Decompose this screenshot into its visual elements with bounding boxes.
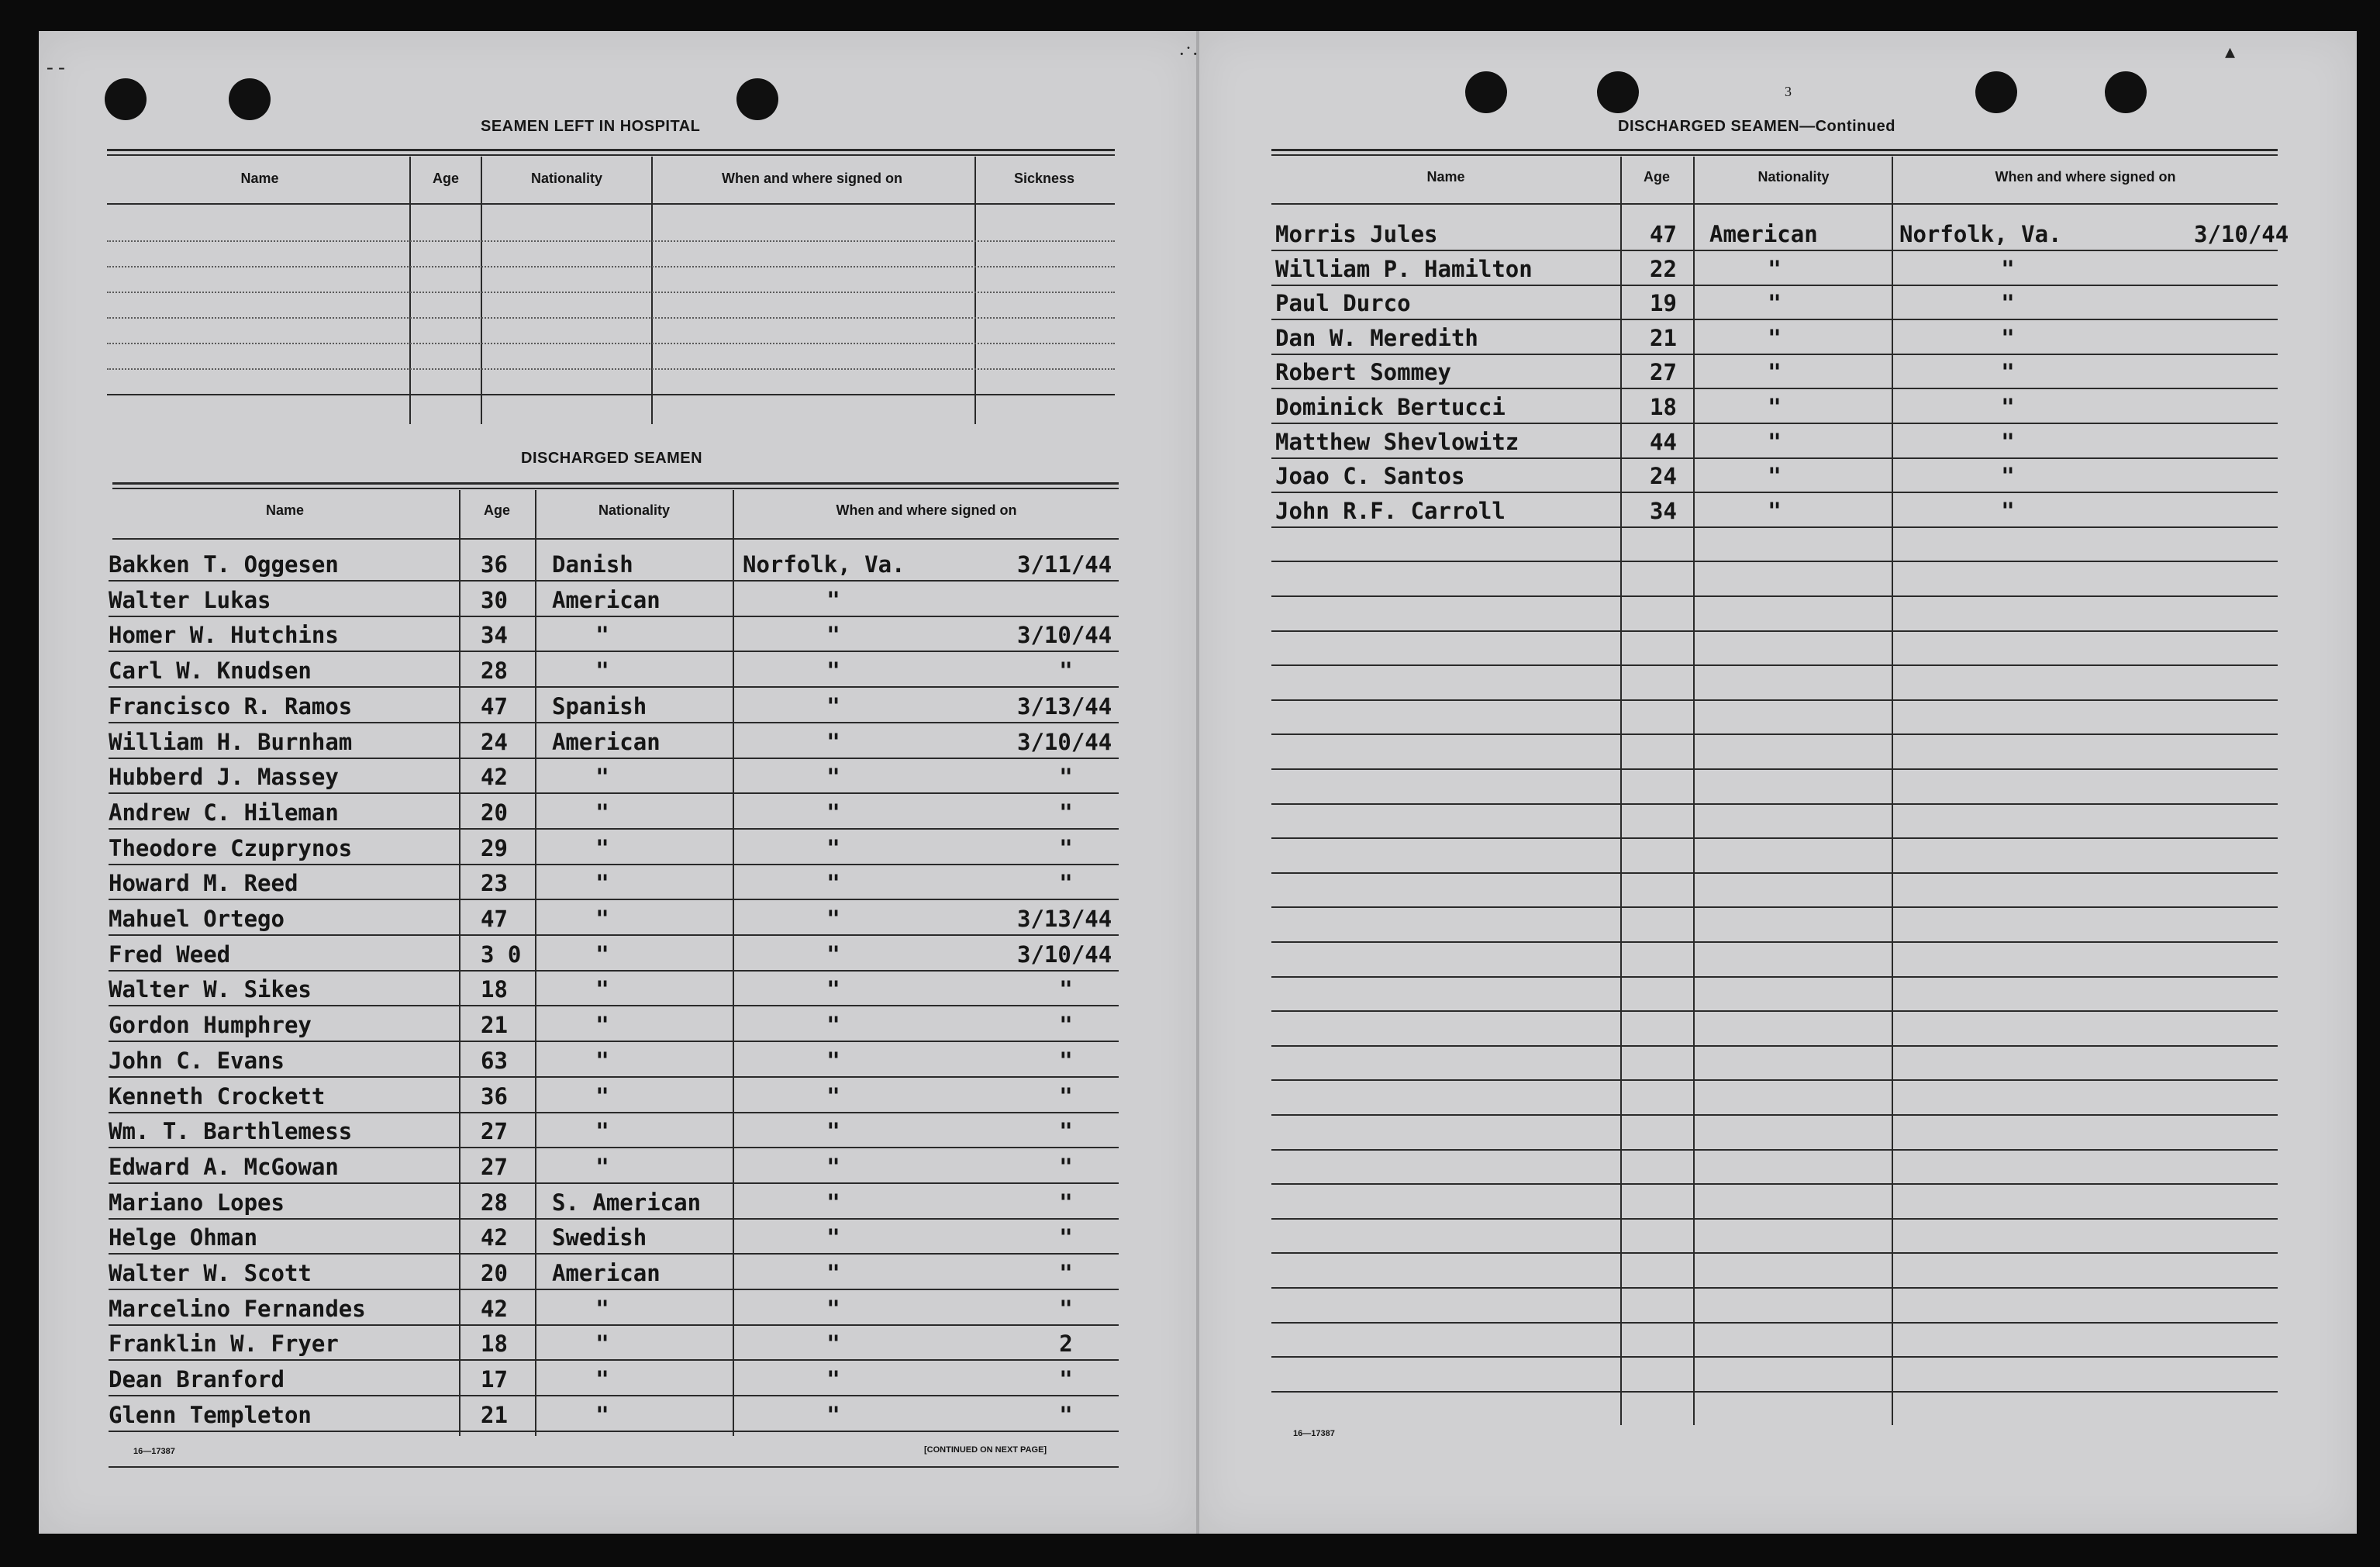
form-number: 16—17387 bbox=[133, 1447, 175, 1456]
seaman-name: Glenn Templeton bbox=[109, 1401, 312, 1428]
signed-on-date: 3/10/44 bbox=[1017, 941, 1112, 968]
header-col-age: Age bbox=[483, 502, 510, 518]
seaman-nationality: " bbox=[595, 1153, 609, 1180]
row-line bbox=[109, 1112, 1119, 1113]
seaman-age: 19 bbox=[1650, 290, 1677, 317]
seaman-age: 28 bbox=[481, 658, 508, 685]
row-line bbox=[107, 394, 1115, 395]
seaman-name: Homer W. Hutchins bbox=[109, 622, 339, 649]
signed-on-date: " bbox=[1059, 799, 1073, 826]
row-line bbox=[109, 1182, 1119, 1184]
seaman-age: 36 bbox=[481, 1082, 508, 1110]
seaman-age: 18 bbox=[481, 1331, 508, 1358]
row-line bbox=[109, 651, 1119, 652]
seaman-age: 47 bbox=[481, 692, 508, 720]
table-rule bbox=[107, 154, 1115, 156]
header-col-age: Age bbox=[432, 171, 459, 186]
seaman-nationality: " bbox=[595, 1331, 609, 1358]
signed-on-place: " bbox=[826, 1118, 840, 1145]
seaman-age: 18 bbox=[1650, 394, 1677, 420]
seaman-name: Walter W. Scott bbox=[109, 1260, 312, 1286]
row-line bbox=[107, 343, 1115, 344]
row-line bbox=[109, 1005, 1119, 1006]
seaman-age: 29 bbox=[481, 834, 508, 861]
row-line bbox=[1271, 872, 2278, 874]
signed-on-date: " bbox=[1059, 870, 1073, 897]
header-col-age: Age bbox=[1643, 169, 1670, 185]
seaman-name: Carl W. Knudsen bbox=[109, 658, 312, 685]
column-divider bbox=[651, 157, 653, 424]
signed-on-place: " bbox=[826, 764, 840, 791]
row-line bbox=[1271, 595, 2278, 597]
seaman-name: Andrew C. Hileman bbox=[109, 799, 339, 826]
seaman-age: 27 bbox=[481, 1153, 508, 1180]
signed-on-place: " bbox=[826, 941, 840, 968]
column-divider bbox=[409, 157, 411, 424]
seaman-nationality: " bbox=[595, 1012, 609, 1039]
seaman-age: 36 bbox=[481, 551, 508, 578]
seaman-nationality: " bbox=[1768, 428, 1782, 455]
table-rule bbox=[112, 488, 1119, 489]
seaman-nationality: American bbox=[552, 1260, 661, 1286]
seaman-age: 47 bbox=[1650, 221, 1677, 247]
row-line bbox=[109, 616, 1119, 617]
seaman-age: 18 bbox=[481, 976, 508, 1003]
seaman-name: Theodore Czuprynos bbox=[109, 834, 353, 861]
signed-on-date: " bbox=[1059, 834, 1073, 861]
row-line bbox=[109, 899, 1119, 900]
table-rule bbox=[112, 482, 1119, 485]
row-line bbox=[109, 1218, 1119, 1220]
seaman-name: William P. Hamilton bbox=[1275, 255, 1533, 282]
signed-on-date: 2 bbox=[1059, 1331, 1073, 1358]
signed-on-date: " bbox=[1059, 976, 1073, 1003]
signed-on-place: " bbox=[826, 976, 840, 1003]
row-line bbox=[109, 828, 1119, 830]
row-line bbox=[1271, 1287, 2278, 1289]
signed-on-place: " bbox=[2001, 394, 2015, 420]
seaman-age: 21 bbox=[481, 1401, 508, 1428]
column-divider bbox=[733, 490, 734, 1436]
row-line bbox=[109, 864, 1119, 865]
signed-on-place: " bbox=[826, 1153, 840, 1180]
signed-on-date: " bbox=[1059, 1366, 1073, 1393]
punch-hole bbox=[229, 78, 271, 120]
row-line bbox=[1271, 1045, 2278, 1047]
punch-hole bbox=[1465, 71, 1507, 113]
row-line bbox=[107, 266, 1115, 267]
row-line bbox=[1271, 803, 2278, 805]
seaman-name: Bakken T. Oggesen bbox=[109, 551, 339, 578]
signed-on-date: " bbox=[1059, 1153, 1073, 1180]
seaman-name: Mahuel Ortego bbox=[109, 906, 285, 932]
seaman-age: 20 bbox=[481, 799, 508, 826]
row-line bbox=[109, 934, 1119, 936]
row-line bbox=[1271, 285, 2278, 286]
seaman-age: 28 bbox=[481, 1189, 508, 1216]
header-col-nationality: Nationality bbox=[530, 171, 602, 186]
punch-hole bbox=[2105, 71, 2147, 113]
seaman-nationality: " bbox=[595, 799, 609, 826]
table-rule bbox=[1271, 203, 2278, 205]
row-line bbox=[1271, 526, 2278, 528]
signed-on-date: " bbox=[1059, 1047, 1073, 1074]
seaman-nationality: " bbox=[595, 658, 609, 685]
seaman-nationality: S. American bbox=[552, 1189, 702, 1216]
punch-hole bbox=[1975, 71, 2017, 113]
seaman-name: Marcelino Fernandes bbox=[109, 1295, 366, 1322]
header-col-signed-on: When and where signed on bbox=[836, 502, 1017, 518]
table-rule bbox=[107, 149, 1115, 151]
signed-on-date: 3/13/44 bbox=[1017, 692, 1112, 720]
seaman-age: 30 bbox=[481, 586, 508, 613]
seaman-nationality: American bbox=[552, 728, 661, 755]
seaman-name: Howard M. Reed bbox=[109, 870, 298, 897]
seaman-age: 34 bbox=[1650, 497, 1677, 524]
row-line bbox=[109, 1253, 1119, 1255]
punch-hole bbox=[1597, 71, 1639, 113]
ink-specks: ·˙· bbox=[1178, 43, 1199, 65]
row-line bbox=[1271, 1183, 2278, 1185]
seaman-name: Edward A. McGowan bbox=[109, 1153, 339, 1180]
row-line bbox=[107, 292, 1115, 293]
seaman-nationality: Spanish bbox=[552, 692, 647, 720]
seaman-nationality: " bbox=[595, 1082, 609, 1110]
signed-on-place: " bbox=[826, 1189, 840, 1216]
signed-on-place: " bbox=[826, 1082, 840, 1110]
row-line bbox=[1271, 354, 2278, 355]
column-divider bbox=[974, 157, 976, 424]
row-line bbox=[1271, 1356, 2278, 1358]
seaman-nationality: " bbox=[1768, 497, 1782, 524]
seaman-nationality: Danish bbox=[552, 551, 633, 578]
row-line bbox=[1271, 1149, 2278, 1151]
row-line bbox=[1271, 423, 2278, 424]
signed-on-place: " bbox=[826, 622, 840, 649]
seaman-nationality: " bbox=[1768, 463, 1782, 490]
seaman-nationality: American bbox=[552, 586, 661, 613]
row-line bbox=[109, 1147, 1119, 1148]
seaman-name: Gordon Humphrey bbox=[109, 1012, 312, 1039]
signed-on-date: 3/10/44 bbox=[1017, 728, 1112, 755]
seaman-age: 21 bbox=[481, 1012, 508, 1039]
header-col-name: Name bbox=[1426, 169, 1465, 185]
seaman-name: Paul Durco bbox=[1275, 290, 1411, 317]
seaman-name: Mariano Lopes bbox=[109, 1189, 285, 1216]
row-line bbox=[109, 758, 1119, 759]
seaman-nationality: " bbox=[1768, 324, 1782, 351]
signed-on-place: " bbox=[826, 1012, 840, 1039]
page-number: 3 bbox=[1785, 84, 1792, 99]
signed-on-date: " bbox=[1059, 1295, 1073, 1322]
seaman-nationality: " bbox=[1768, 359, 1782, 386]
seaman-name: Robert Sommey bbox=[1275, 359, 1451, 386]
signed-on-date: " bbox=[1059, 658, 1073, 685]
ink-specks: - - bbox=[47, 56, 65, 78]
seaman-name: William H. Burnham bbox=[109, 728, 353, 755]
signed-on-date: " bbox=[1059, 1260, 1073, 1286]
seaman-name: Dan W. Meredith bbox=[1275, 324, 1478, 351]
signed-on-place: " bbox=[2001, 428, 2015, 455]
row-line bbox=[1271, 1322, 2278, 1324]
seaman-name: Walter W. Sikes bbox=[109, 976, 312, 1003]
signed-on-place: " bbox=[2001, 463, 2015, 490]
seaman-nationality: " bbox=[595, 764, 609, 791]
row-line bbox=[107, 240, 1115, 242]
hospital-title: SEAMEN LEFT IN HOSPITAL bbox=[481, 118, 701, 135]
table-rule bbox=[1271, 154, 2278, 156]
row-line bbox=[1271, 976, 2278, 978]
table-rule bbox=[107, 203, 1115, 205]
continued-note: [CONTINUED ON NEXT PAGE] bbox=[924, 1445, 1047, 1455]
signed-on-date: " bbox=[1059, 764, 1073, 791]
row-line bbox=[109, 1289, 1119, 1290]
seaman-nationality: " bbox=[595, 1047, 609, 1074]
row-line bbox=[109, 792, 1119, 794]
row-line bbox=[109, 1076, 1119, 1078]
row-line bbox=[1271, 733, 2278, 735]
row-line bbox=[1271, 388, 2278, 389]
row-line bbox=[109, 1359, 1119, 1361]
page-fold bbox=[1196, 31, 1199, 1534]
seaman-nationality: " bbox=[595, 941, 609, 968]
signed-on-place: " bbox=[826, 728, 840, 755]
row-line bbox=[109, 722, 1119, 723]
header-col-sickness: Sickness bbox=[1013, 171, 1075, 186]
row-line bbox=[1271, 319, 2278, 320]
seaman-age: 17 bbox=[481, 1366, 508, 1393]
row-line bbox=[1271, 941, 2278, 943]
header-col-nationality: Nationality bbox=[1757, 169, 1830, 185]
seaman-name: Kenneth Crockett bbox=[109, 1082, 326, 1110]
signed-on-place: " bbox=[826, 1295, 840, 1322]
row-line bbox=[1271, 837, 2278, 839]
row-line bbox=[1271, 1114, 2278, 1116]
signed-on-place: " bbox=[826, 692, 840, 720]
signed-on-date: " bbox=[1059, 1012, 1073, 1039]
seaman-name: Franklin W. Fryer bbox=[109, 1331, 339, 1358]
discharged-title: DISCHARGED SEAMEN bbox=[521, 450, 703, 467]
form-number: 16—17387 bbox=[1293, 1429, 1335, 1438]
seaman-age: 42 bbox=[481, 764, 508, 791]
seaman-nationality: " bbox=[595, 1295, 609, 1322]
signed-on-place: " bbox=[826, 1401, 840, 1428]
seaman-nationality: " bbox=[1768, 394, 1782, 420]
discharged-continued-title: DISCHARGED SEAMEN—Continued bbox=[1618, 118, 1895, 135]
signed-on-date: " bbox=[1059, 1189, 1073, 1216]
row-line bbox=[109, 1431, 1119, 1432]
row-line bbox=[1271, 457, 2278, 459]
signed-on-place: " bbox=[826, 906, 840, 932]
seaman-nationality: " bbox=[1768, 290, 1782, 317]
seaman-name: Dean Branford bbox=[109, 1366, 285, 1393]
column-divider bbox=[459, 490, 460, 1436]
signed-on-place: " bbox=[2001, 359, 2015, 386]
row-line bbox=[109, 686, 1119, 688]
seaman-age: 34 bbox=[481, 622, 508, 649]
column-divider bbox=[1892, 157, 1893, 1425]
row-line bbox=[1271, 699, 2278, 701]
seaman-name: Hubberd J. Massey bbox=[109, 764, 339, 791]
seaman-nationality: " bbox=[595, 906, 609, 932]
ink-specks: ▴ bbox=[2225, 40, 2236, 63]
seaman-age: 23 bbox=[481, 870, 508, 897]
signed-on-place: " bbox=[826, 1331, 840, 1358]
row-line bbox=[1271, 630, 2278, 632]
signed-on-place: Norfolk, Va. bbox=[1899, 221, 2062, 247]
column-divider bbox=[481, 157, 482, 424]
signed-on-date: " bbox=[1059, 1401, 1073, 1428]
punch-hole bbox=[736, 78, 778, 120]
row-line bbox=[1271, 1010, 2278, 1012]
signed-on-date: " bbox=[1059, 1224, 1073, 1251]
seaman-nationality: Swedish bbox=[552, 1224, 647, 1251]
seaman-age: 63 bbox=[481, 1047, 508, 1074]
signed-on-place: " bbox=[826, 870, 840, 897]
seaman-nationality: American bbox=[1709, 221, 1818, 247]
seaman-age: 24 bbox=[1650, 463, 1677, 490]
seaman-name: Francisco R. Ramos bbox=[109, 692, 353, 720]
signed-on-place: " bbox=[826, 1366, 840, 1393]
row-line bbox=[1271, 250, 2278, 251]
seaman-age: 27 bbox=[481, 1118, 508, 1145]
seaman-name: Matthew Shevlowitz bbox=[1275, 428, 1519, 455]
signed-on-place: " bbox=[826, 1047, 840, 1074]
seaman-age: 24 bbox=[481, 728, 508, 755]
signed-on-date: 3/11/44 bbox=[1017, 551, 1112, 578]
seaman-age: 42 bbox=[481, 1295, 508, 1322]
seaman-nationality: " bbox=[595, 870, 609, 897]
row-line bbox=[1271, 768, 2278, 770]
seaman-name: Walter Lukas bbox=[109, 586, 271, 613]
signed-on-place: " bbox=[826, 799, 840, 826]
row-line bbox=[109, 580, 1119, 582]
seaman-nationality: " bbox=[595, 1366, 609, 1393]
seaman-nationality: " bbox=[1768, 255, 1782, 282]
row-line bbox=[107, 368, 1115, 370]
row-line bbox=[109, 970, 1119, 972]
row-line bbox=[109, 1395, 1119, 1396]
seaman-nationality: " bbox=[595, 976, 609, 1003]
seaman-name: Morris Jules bbox=[1275, 221, 1438, 247]
header-col-signed-on: When and where signed on bbox=[721, 171, 902, 186]
signed-on-place: " bbox=[826, 586, 840, 613]
seaman-age: 21 bbox=[1650, 324, 1677, 351]
table-rule bbox=[1271, 149, 2278, 151]
signed-on-place: Norfolk, Va. bbox=[743, 551, 905, 578]
column-divider bbox=[1620, 157, 1622, 1425]
signed-on-date: " bbox=[1059, 1082, 1073, 1110]
row-line bbox=[1271, 906, 2278, 908]
seaman-age: 20 bbox=[481, 1260, 508, 1286]
signed-on-date: 3/10/44 bbox=[1017, 622, 1112, 649]
signed-on-date: 3/13/44 bbox=[1017, 906, 1112, 932]
header-col-nationality: Nationality bbox=[598, 502, 670, 518]
row-line bbox=[1271, 1252, 2278, 1254]
signed-on-place: " bbox=[2001, 497, 2015, 524]
row-line bbox=[1271, 1391, 2278, 1393]
signed-on-place: " bbox=[2001, 324, 2015, 351]
row-line bbox=[1271, 1218, 2278, 1220]
signed-on-date: " bbox=[1059, 1118, 1073, 1145]
row-line bbox=[1271, 1079, 2278, 1081]
signed-on-place: " bbox=[826, 834, 840, 861]
signed-on-place: " bbox=[826, 1260, 840, 1286]
signed-on-date: 3/10/44 bbox=[2194, 221, 2289, 247]
seaman-nationality: " bbox=[595, 1401, 609, 1428]
seaman-age: 3 0 bbox=[481, 941, 522, 968]
seaman-name: Helge Ohman bbox=[109, 1224, 258, 1251]
signed-on-place: " bbox=[826, 658, 840, 685]
seaman-nationality: " bbox=[595, 1118, 609, 1145]
header-col-signed-on: When and where signed on bbox=[1995, 169, 2176, 185]
seaman-age: 44 bbox=[1650, 428, 1677, 455]
row-line bbox=[109, 1041, 1119, 1042]
seaman-nationality: " bbox=[595, 834, 609, 861]
row-line bbox=[1271, 664, 2278, 666]
row-line bbox=[109, 1466, 1119, 1468]
seaman-name: John R.F. Carroll bbox=[1275, 497, 1506, 524]
seaman-name: John C. Evans bbox=[109, 1047, 285, 1074]
seaman-age: 42 bbox=[481, 1224, 508, 1251]
seaman-age: 47 bbox=[481, 906, 508, 932]
seaman-age: 22 bbox=[1650, 255, 1677, 282]
row-line bbox=[107, 317, 1115, 319]
signed-on-place: " bbox=[2001, 255, 2015, 282]
seaman-age: 27 bbox=[1650, 359, 1677, 386]
seaman-name: Dominick Bertucci bbox=[1275, 394, 1506, 420]
row-line bbox=[1271, 561, 2278, 562]
header-col-name: Name bbox=[240, 171, 279, 186]
signed-on-place: " bbox=[2001, 290, 2015, 317]
row-line bbox=[109, 1324, 1119, 1326]
punch-hole bbox=[105, 78, 147, 120]
row-line bbox=[1271, 492, 2278, 493]
seaman-name: Joao C. Santos bbox=[1275, 463, 1465, 490]
signed-on-place: " bbox=[826, 1224, 840, 1251]
table-rule bbox=[112, 538, 1119, 540]
header-col-name: Name bbox=[265, 502, 305, 518]
seaman-name: Wm. T. Barthlemess bbox=[109, 1118, 353, 1145]
seaman-name: Fred Weed bbox=[109, 941, 231, 968]
seaman-nationality: " bbox=[595, 622, 609, 649]
